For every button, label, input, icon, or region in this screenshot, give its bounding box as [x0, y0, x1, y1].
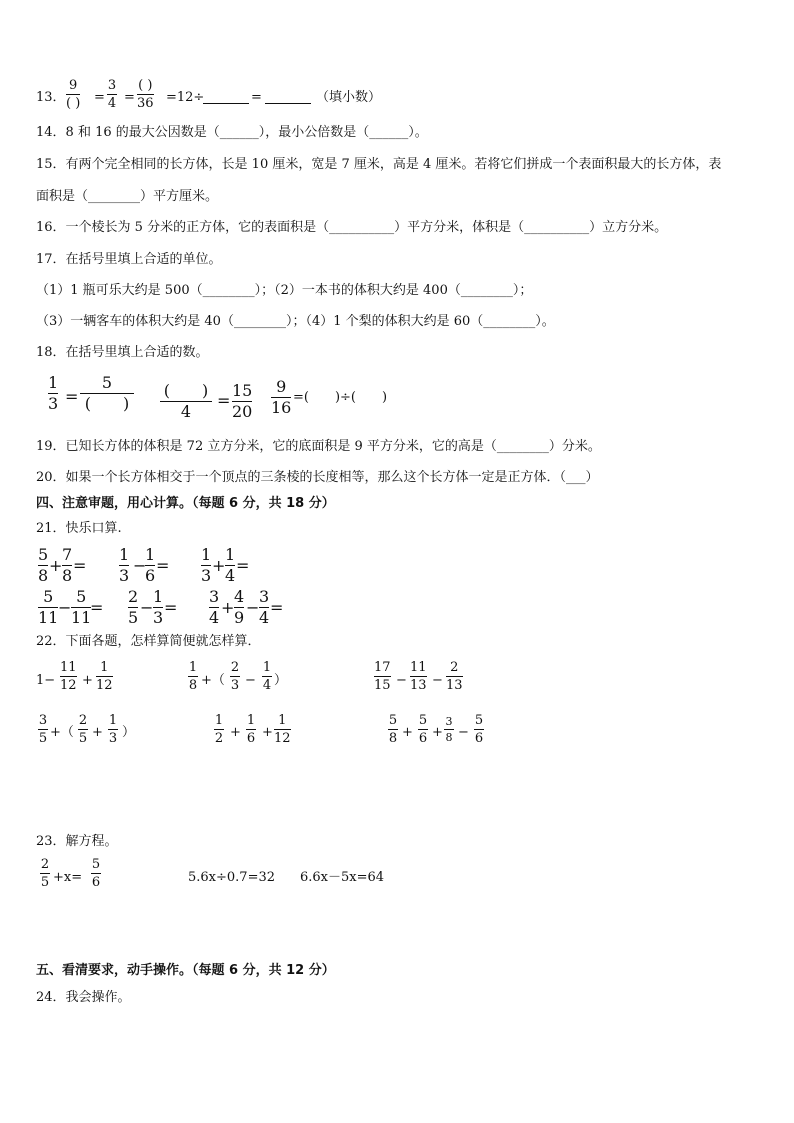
q21-1-b: 7 8: [62, 545, 73, 585]
question-15-line-2: 面积是（________）平方厘米。: [36, 189, 219, 204]
q21-5-a: 2 5: [128, 587, 139, 627]
q18-c-tail[interactable]: =( )÷( ): [293, 390, 388, 405]
section-4-heading: 四、注意审题，用心计算。（每题 6 分，共 18 分）: [36, 496, 335, 511]
q22-e2-a: 1 8: [188, 660, 198, 693]
q22-e5-c: 1 12: [274, 713, 291, 746]
q18-b-fraction: ( ) 4: [160, 383, 212, 420]
q21-3-b: 1 4: [225, 545, 236, 585]
question-16: 16．一个棱长为 5 分米的正方体，它的表面积是（__________）平方分米，体积是（__________）立方分米。: [36, 220, 668, 235]
q18-a-fraction-2: 5 ( ): [80, 375, 134, 412]
q23-eq3: 6.6x－5x=64: [300, 870, 385, 885]
q21-6-a: 3 4: [209, 587, 220, 627]
question-17-title: 17．在括号里填上合适的单位。: [36, 252, 222, 267]
q18-c-fraction: 9 16: [271, 377, 292, 417]
q22-e4-c: 1 3: [108, 713, 118, 746]
q21-3-a: 1 3: [201, 545, 212, 585]
question-15-line-1: 15．有两个完全相同的长方体，长是 10 厘米，宽是 7 厘米，高是 4 厘米。若将它们拼成一个表面积最大的长方体，表: [36, 157, 722, 172]
q21-5-b: 1 3: [153, 587, 164, 627]
q21-4-a: 5 11: [38, 587, 59, 627]
question-20: 20．如果一个长方体相交于一个顶点的三条棱的长度相等，那么这个长方体一定是正方体．（___）: [36, 470, 599, 485]
q22-e5-b: 1 6: [246, 713, 256, 746]
q22-e2-b: 2 3: [230, 660, 240, 693]
q13-fraction-1: 9 ( ): [66, 78, 81, 111]
q13-fraction-2: 3 4: [107, 78, 117, 111]
question-19: 19．已知长方体的体积是 72 立方分米，它的底面积是 9 平方分米，它的高是（________）分米。: [36, 439, 601, 454]
q13-number: 13．: [36, 90, 66, 105]
q22-e3-c: 2 13: [446, 660, 463, 693]
question-17-line-2: （3）一辆客车的体积大约是 40（________）；（4）1 个梨的体积大约是 60（________）。: [36, 314, 555, 329]
q22-e4-a: 3 5: [38, 713, 48, 746]
q23-eq1-b: 5 6: [91, 857, 101, 890]
q22-e6-b: 5 6: [418, 713, 428, 746]
question-14: 14．8 和 16 的最大公因数是（______），最小公倍数是（______）。: [36, 125, 428, 140]
q13-fraction-3: ( ) 36: [137, 78, 154, 111]
question-17-line-1: （1）1 瓶可乐大约是 500（________）；（2）一本书的体积大约是 400（________）；: [36, 283, 533, 298]
q21-2-b: 1 6: [145, 545, 156, 585]
q22-e4-b: 2 5: [78, 713, 88, 746]
q22-e1-b: 1 12: [96, 660, 113, 693]
question-22-title: 22．下面各题，怎样算简便就怎样算．: [36, 634, 261, 649]
q23-eq2: 5.6x÷0.7=32: [188, 870, 276, 885]
q13-blank-2[interactable]: [265, 91, 311, 104]
q22-e3-a: 17 15: [374, 660, 391, 693]
q22-e1-a: 11 12: [60, 660, 77, 693]
q18-b-fraction-2: 15 20: [232, 381, 253, 421]
q21-1-a: 5 8: [38, 545, 49, 585]
q21-6-c: 3 4: [259, 587, 270, 627]
q21-4-b: 5 11: [71, 587, 92, 627]
q22-e6-a: 5 8: [388, 713, 398, 746]
question-18-title: 18．在括号里填上合适的数。: [36, 345, 209, 360]
q22-e6-e: 5 6: [474, 713, 484, 746]
section-5-heading: 五、看清要求，动手操作。（每题 6 分，共 12 分）: [36, 963, 335, 978]
q22-e2-c: 1 4: [262, 660, 272, 693]
q13-blank-1[interactable]: [203, 91, 249, 104]
question-24: 24．我会操作。: [36, 990, 131, 1005]
q22-e3-b: 11 13: [410, 660, 427, 693]
question-21-title: 21．快乐口算.: [36, 521, 122, 536]
question-23-title: 23．解方程。: [36, 834, 118, 849]
q21-6-b: 4 9: [234, 587, 245, 627]
q22-e6-c: 3 8: [445, 715, 453, 744]
q18-a-fraction: 1 3: [48, 373, 59, 413]
q23-eq1-a: 2 5: [40, 857, 50, 890]
q22-e5-a: 1 2: [214, 713, 224, 746]
q21-2-a: 1 3: [119, 545, 130, 585]
